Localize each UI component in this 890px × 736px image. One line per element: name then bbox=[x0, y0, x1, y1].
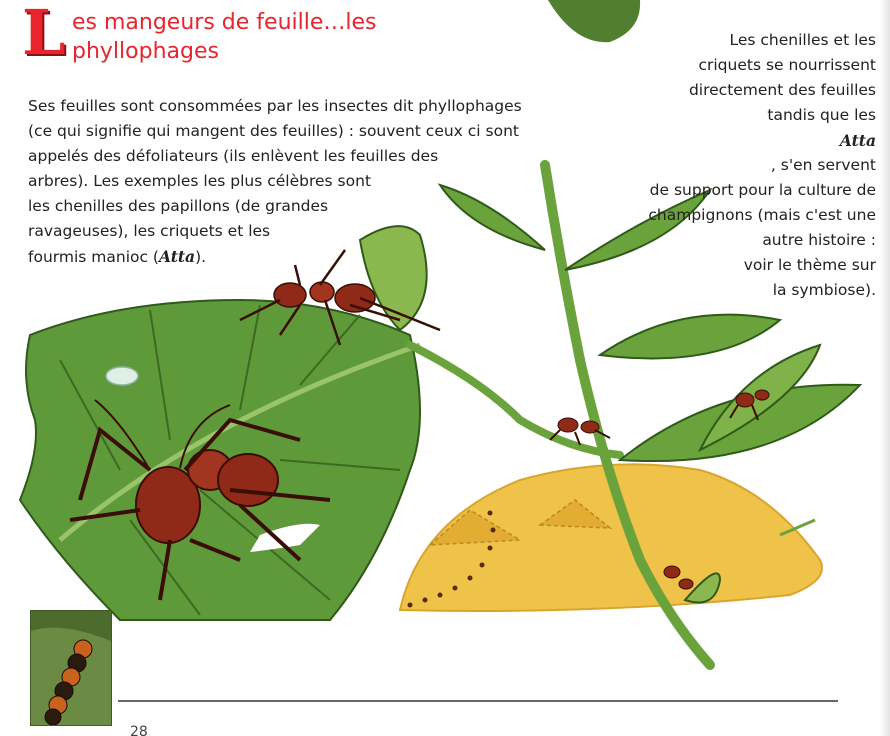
side-line: la symbiose). bbox=[772, 281, 876, 299]
footer-rule bbox=[118, 700, 838, 702]
side-line: autre histoire : bbox=[762, 231, 876, 249]
genus-name: Atta bbox=[839, 131, 876, 150]
intro-paragraph bbox=[28, 94, 573, 270]
intro-line: appelés des défoliateurs (ils enlèvent les feuilles des bbox=[28, 147, 439, 165]
intro-line: ravageuses), les criquets et les bbox=[28, 222, 271, 240]
side-line: voir le thème sur bbox=[743, 256, 876, 274]
side-line: criquets se nourrissent bbox=[698, 56, 876, 74]
intro-line: arbres). Les exemples les plus célèbres sont bbox=[28, 172, 372, 190]
page-number: 28 bbox=[130, 724, 148, 736]
page-title bbox=[72, 8, 472, 66]
leaf-right-mid bbox=[600, 315, 780, 359]
side-line: champignons (mais c'est une bbox=[648, 206, 876, 224]
intro-line: Ses feuilles sont consommées par les insectes dit phyllophages bbox=[28, 97, 522, 115]
side-line: de support pour la culture de bbox=[649, 181, 876, 199]
side-note bbox=[576, 28, 876, 303]
caterpillar-icon bbox=[31, 611, 111, 725]
side-line: directement des feuilles bbox=[688, 81, 876, 99]
side-line: Les chenilles et les bbox=[729, 31, 876, 49]
side-line-4: tandis que les Atta , s'en servent bbox=[576, 103, 876, 178]
intro-line-7: fourmis manioc (Atta). bbox=[28, 247, 207, 266]
water-drop bbox=[106, 367, 138, 385]
intro-line: (ce qui signifie qui mangent des feuilles) : souvent ceux ci sont bbox=[28, 122, 519, 140]
intro-line: les chenilles des papillons (de grandes bbox=[28, 197, 329, 215]
genus-name: Atta bbox=[158, 247, 196, 266]
page-edge-shadow bbox=[880, 0, 890, 736]
title-line-2: phyllophages bbox=[72, 39, 219, 64]
title-initial: L bbox=[22, 0, 66, 69]
title-line-1: es mangeurs de feuille…les bbox=[72, 10, 377, 35]
caterpillar-thumbnail bbox=[30, 610, 112, 726]
